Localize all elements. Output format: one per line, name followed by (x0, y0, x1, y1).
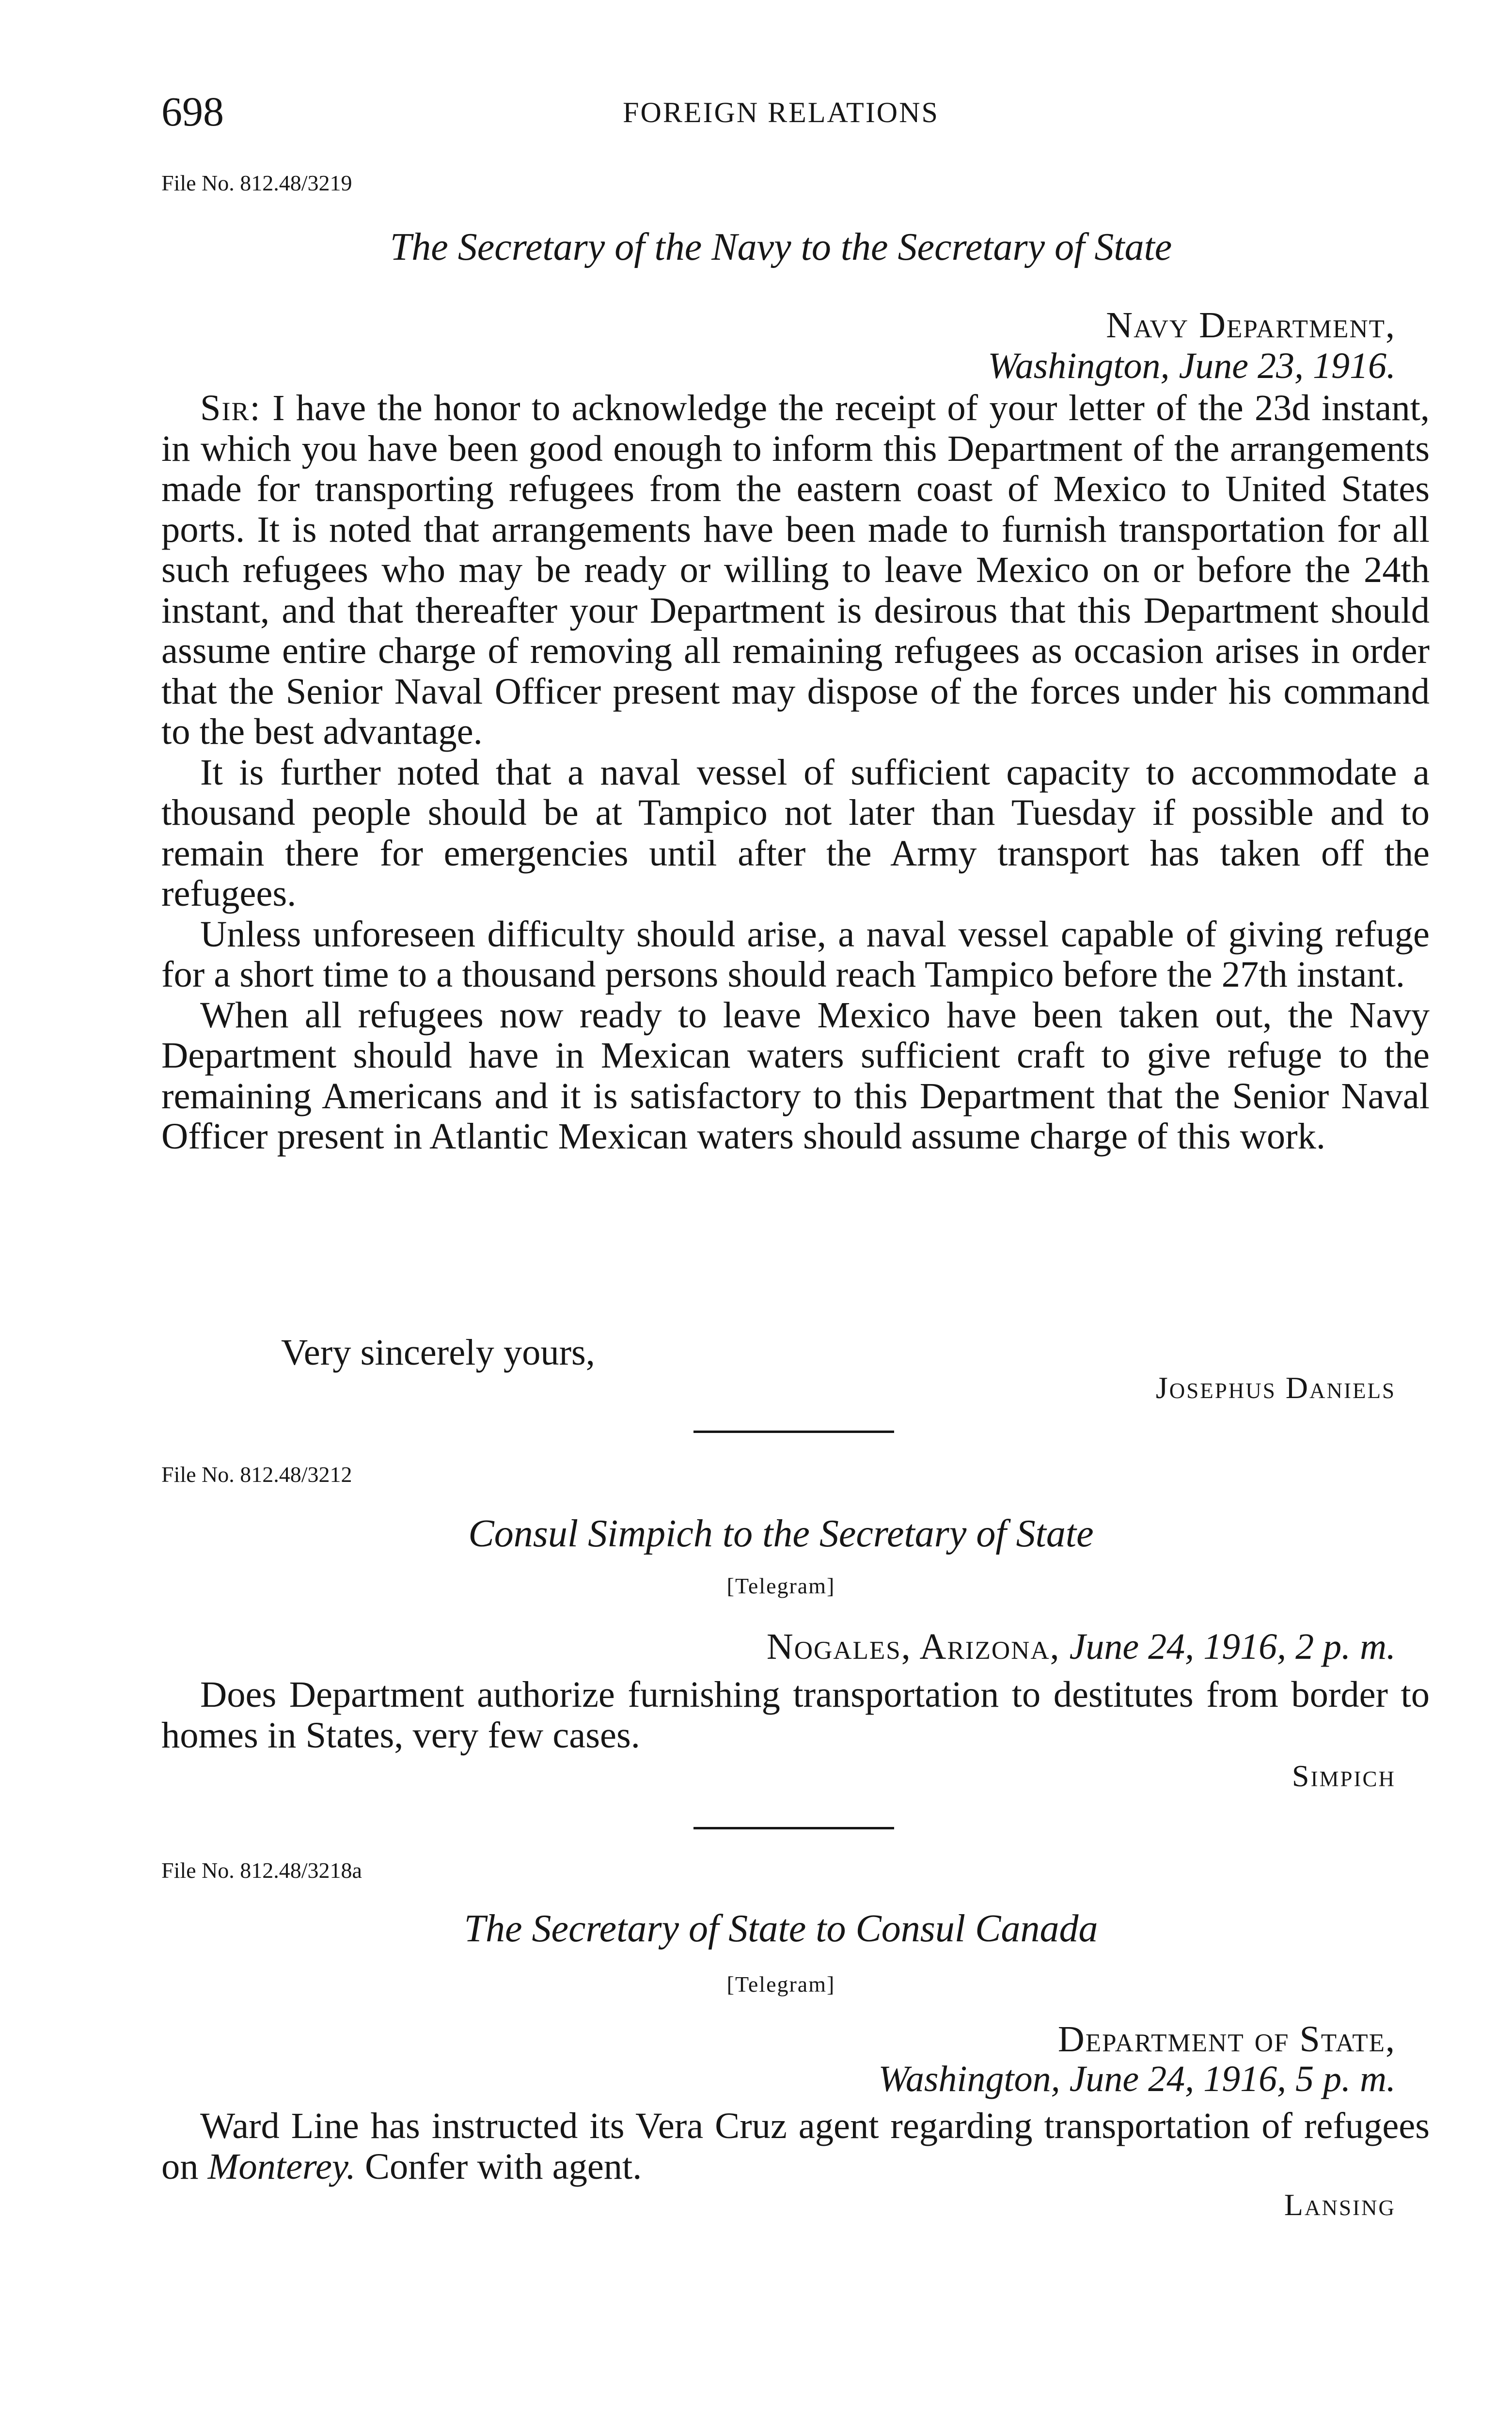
letter-body (161, 388, 1430, 1157)
sender-place: Navy Department, (1106, 305, 1396, 346)
file-number: File No. 812.48/3212 (161, 1462, 352, 1487)
body-paragraph: It is further noted that a naval vessel of sufficient capacity to accommodate a thousand people should be at Tampico not later than Tuesday if possible and to remain there for emergencies until after the Army transport has taken off the refugees. (161, 751, 1430, 914)
page-header (161, 87, 1401, 141)
document-title: Consul Simpich to the Secretary of State (468, 1512, 1094, 1555)
ship-name: Monterey. (207, 2145, 356, 2187)
letter-date: Washington, June 23, 1916. (988, 346, 1396, 386)
signature: Simpich (1292, 1759, 1396, 1793)
file-number: File No. 812.48/3219 (161, 171, 352, 195)
telegram-body (161, 1674, 1430, 1755)
signature: Josephus Daniels (1155, 1370, 1396, 1405)
telegram-note: [Telegram] (726, 1573, 835, 1598)
telegram-note: [Telegram] (726, 1972, 835, 1997)
letter-date: Washington, June 24, 1916, 5 p. m. (878, 2059, 1396, 2099)
document-title: The Secretary of State to Consul Canada (464, 1907, 1098, 1950)
page-number: 698 (161, 88, 224, 135)
section-divider (693, 1431, 894, 1433)
document-title: The Secretary of the Navy to the Secretary of State (390, 226, 1172, 268)
body-paragraph: When all refugees now ready to leave Mexico have been taken out, the Navy Department should have in Mexican waters sufficient craft to give refuge to the remaining Americans and it is satisfactory to this Department that the Senior Naval Officer present in Atlantic Mexican waters should assume charge of this work. (161, 994, 1430, 1157)
file-number: File No. 812.48/3218a (161, 1858, 362, 1883)
body-paragraph: Unless unforeseen difficulty should arise, a naval vessel capable of giving refuge for a short time to a thousand persons should reach Tampico before the 27th instant. (161, 913, 1430, 995)
sender-place: Department of State, (1057, 2019, 1396, 2060)
dateline: Nogales, Arizona, June 24, 1916, 2 p. m. (766, 1626, 1396, 1667)
signature: Lansing (1284, 2187, 1396, 2222)
running-title: FOREIGN RELATIONS (623, 96, 939, 128)
complimentary-close: Very sincerely yours, (281, 1332, 595, 1373)
telegram-body (161, 2106, 1430, 2187)
body-paragraph: Ward Line has instructed its Vera Cruz agent regarding transportation of refugees on Monterey. Confer with agent. (161, 2105, 1430, 2187)
section-divider (693, 1827, 894, 1829)
body-paragraph: Does Department authorize furnishing transportation to destitutes from border to homes in States, very few cases. (161, 1674, 1430, 1756)
salutation: Sir: (200, 387, 261, 428)
body-paragraph: Sir: I have the honor to acknowledge the receipt of your letter of the 23d instant, in which you have been good enough to inform this Department of the arrangements made for transporting refugees from the eastern coast of Mexico to United States ports. It is noted that arrangements have been made to furnish transportation for all such refugees who may be ready or willing to leave Mexico on or before the 24th instant, and that thereafter your Department is desirous that this Department should assume entire charge of removing all remaining refugees as occasion arises in order that the Senior Naval Officer present may dispose of the forces under his command to the best advantage. (161, 387, 1430, 752)
